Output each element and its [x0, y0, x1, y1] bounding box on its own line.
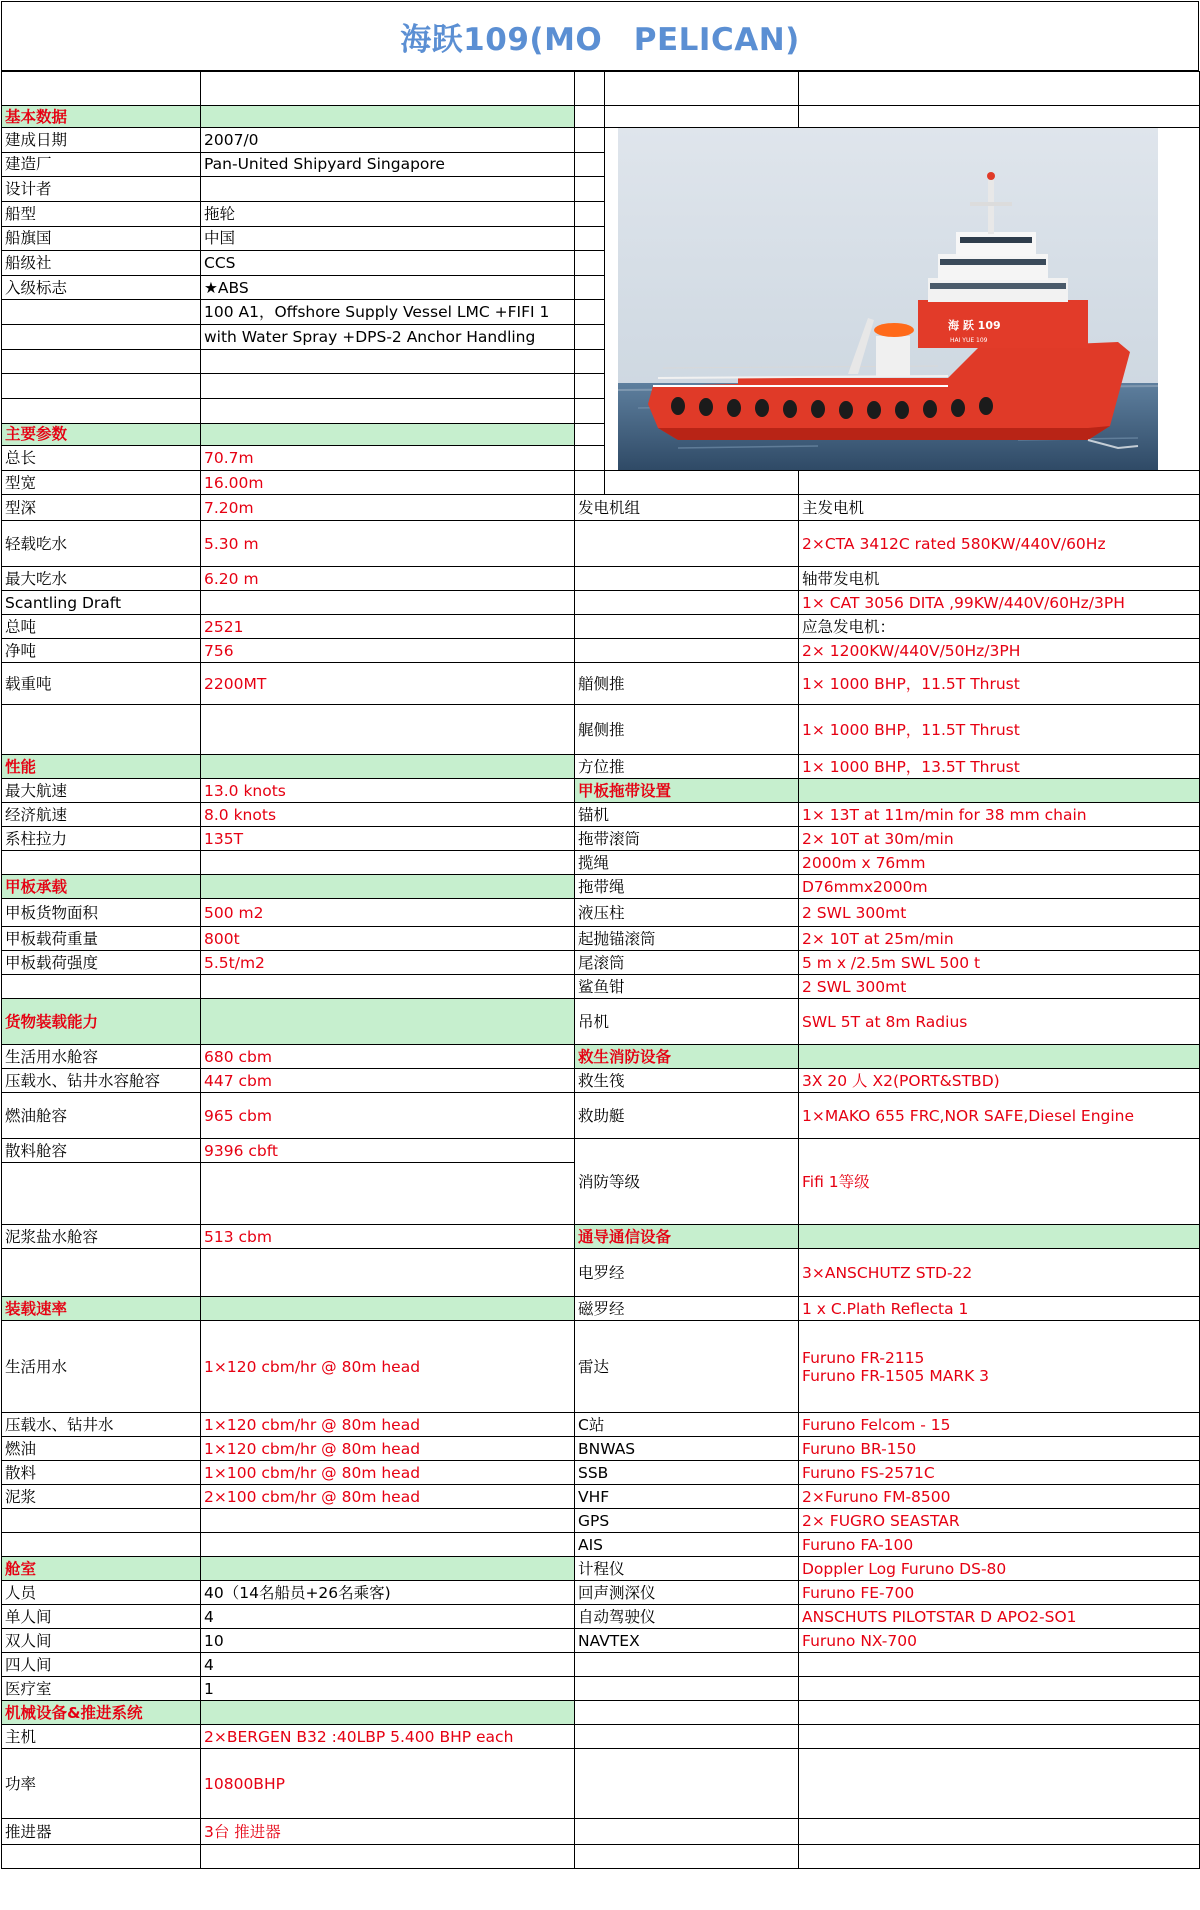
bulk-capacity-value: 9396 cbft [201, 1139, 575, 1163]
main-engine-value: 2×BERGEN B32 :40LBP 5.400 BHP each [201, 1725, 575, 1749]
bulk-rate-value: 1×100 cbm/hr @ 80m head [201, 1461, 575, 1485]
deck-load-label: 甲板载荷重量 [2, 927, 201, 951]
loa-label: 总长 [2, 446, 201, 471]
mud-capacity-value: 513 cbm [201, 1225, 575, 1249]
stern-roller-label: 尾滚筒 [575, 951, 799, 975]
liferaft-value: 3X 20 人 X2(PORT&STBD) [799, 1069, 1200, 1093]
crew-value: 40（14名船员+26名乘客) [201, 1581, 575, 1605]
section-header-cabin: 舱室 [2, 1557, 201, 1581]
ship-photo [618, 128, 1158, 470]
fresh-water-capacity-label: 生活用水舱容 [2, 1045, 201, 1069]
autopilot-value: ANSCHUTS PILOTSTAR D APO2-SO1 [799, 1605, 1200, 1629]
towing-pins-value: 2 SWL 300mt [799, 899, 1200, 927]
ssb-label: SSB [575, 1461, 799, 1485]
gt-label: 总吨 [2, 615, 201, 639]
fw-rate-value: 1×120 cbm/hr @ 80m head [201, 1321, 575, 1413]
shark-jaw-label: 鲨鱼钳 [575, 975, 799, 999]
section-header-basic: 基本数据 [2, 106, 201, 128]
breadth-label: 型宽 [2, 471, 201, 495]
crane-value: SWL 5T at 8m Radius [799, 999, 1200, 1045]
notation-line-2: 100 A1，Offshore Supply Vessel LMC +FIFI 1 [201, 300, 575, 325]
magnetic-compass-value: 1 x C.Plath Reflecta 1 [799, 1297, 1200, 1321]
bulk-rate-label: 散料 [2, 1461, 201, 1485]
towline-value: D76mmx2000m [799, 875, 1200, 899]
deck-strength-value: 5.5t/m2 [201, 951, 575, 975]
ballast-capacity-label: 压载水、钻井水容舱容 [2, 1069, 201, 1093]
class-value: CCS [201, 251, 575, 276]
stern-roller-value: 5 m x /2.5m SWL 500 t [799, 951, 1200, 975]
class-label: 船级社 [2, 251, 201, 276]
towing-drum-value: 2× 10T at 30m/min [799, 827, 1200, 851]
max-draft-label: 最大吃水 [2, 567, 201, 591]
propulsor-value: 3台 推进器 [201, 1819, 575, 1845]
section-header-safety: 救生消防设备 [575, 1045, 799, 1069]
deck-area-value: 500 m2 [201, 899, 575, 927]
loa-value: 70.7m [201, 446, 575, 471]
main-generator-value: 2×CTA 3412C rated 580KW/440V/60Hz [799, 521, 1200, 567]
liferaft-label: 救生筏 [575, 1069, 799, 1093]
fw-rate-label: 生活用水 [2, 1321, 201, 1413]
ais-label: AIS [575, 1533, 799, 1557]
max-draft-value: 6.20 m [201, 567, 575, 591]
speed-log-label: 计程仪 [575, 1557, 799, 1581]
notation-line-3: with Water Spray +DPS-2 Anchor Handling [201, 325, 575, 350]
ssb-value: Furuno FS-2571C [799, 1461, 1200, 1485]
fifi-class-label: 消防等级 [575, 1139, 799, 1225]
vhf-value: 2×Furuno FM-8500 [799, 1485, 1200, 1509]
towing-pins-label: 液压柱 [575, 899, 799, 927]
bulk-capacity-label: 散料舱容 [2, 1139, 201, 1163]
section-header-main: 主要参数 [2, 423, 201, 446]
shaft-generator-label: 轴带发电机 [799, 567, 1200, 591]
hawser-label: 揽绳 [575, 851, 799, 875]
gps-value: 2× FUGRO SEASTAR [799, 1509, 1200, 1533]
flag-label: 船旗国 [2, 226, 201, 251]
radar-value [799, 1321, 1200, 1413]
section-header-deck: 甲板承载 [2, 875, 201, 899]
mud-rate-value: 2×100 cbm/hr @ 80m head [201, 1485, 575, 1509]
section-header-navigation: 通导通信设备 [575, 1225, 799, 1249]
dwt-label: 载重吨 [2, 663, 201, 705]
light-draft-label: 轻载吃水 [2, 521, 201, 567]
stern-thruster-label: 艉侧推 [575, 705, 799, 755]
c-station-label: C站 [575, 1413, 799, 1437]
medical-room-label: 医疗室 [2, 1677, 201, 1701]
fuel-rate-label: 燃油 [2, 1437, 201, 1461]
bow-thruster-label: 艏侧推 [575, 663, 799, 705]
deck-load-value: 800t [201, 927, 575, 951]
bnwas-label: BNWAS [575, 1437, 799, 1461]
navtex-label: NAVTEX [575, 1629, 799, 1653]
dwt-value: 2200MT [201, 663, 575, 705]
flag-value: 中国 [201, 226, 575, 251]
scantling-draft-label: Scantling Draft [2, 591, 201, 615]
ballast-rate-label: 压载水、钻井水 [2, 1413, 201, 1437]
section-header-towing: 甲板拖带设置 [575, 779, 799, 803]
build-date-value: 2007/0 [201, 128, 575, 153]
notation-label: 入级标志 [2, 275, 201, 300]
windlass-label: 锚机 [575, 803, 799, 827]
builder-label: 建造厂 [2, 152, 201, 177]
generator-label: 发电机组 [575, 495, 799, 521]
main-generator-label: 主发电机 [799, 495, 1200, 521]
mud-capacity-label: 泥浆盐水舱容 [2, 1225, 201, 1249]
depth-value: 7.20m [201, 495, 575, 521]
section-header-performance: 性能 [2, 755, 201, 779]
ship-type-label: 船型 [2, 201, 201, 226]
main-engine-label: 主机 [2, 1725, 201, 1749]
power-value: 10800BHP [201, 1749, 575, 1819]
stern-thruster-value: 1× 1000 BHP，11.5T Thrust [799, 705, 1200, 755]
shark-jaw-value: 2 SWL 300mt [799, 975, 1200, 999]
echo-sounder-label: 回声测深仪 [575, 1581, 799, 1605]
emergency-generator-value: 2× 1200KW/440V/50Hz/3PH [799, 639, 1200, 663]
bnwas-value: Furuno BR-150 [799, 1437, 1200, 1461]
spec-table [1, 71, 1200, 1869]
ballast-capacity-value: 447 cbm [201, 1069, 575, 1093]
deck-strength-label: 甲板载荷强度 [2, 951, 201, 975]
anchor-drum-value: 2× 10T at 25m/min [799, 927, 1200, 951]
rescue-boat-label: 救助艇 [575, 1093, 799, 1139]
echo-sounder-value: Furuno FE-700 [799, 1581, 1200, 1605]
anchor-drum-label: 起抛锚滚筒 [575, 927, 799, 951]
breadth-value: 16.00m [201, 471, 575, 495]
autopilot-label: 自动驾驶仪 [575, 1605, 799, 1629]
page-title: 海跃109(MO PELICAN) [1, 1, 1199, 71]
propulsor-label: 推进器 [2, 1819, 201, 1845]
azimuth-thruster-label: 方位推 [575, 755, 799, 779]
gyro-value: 3×ANSCHUTZ STD-22 [799, 1249, 1200, 1297]
radar-1: Furuno FR-2115 [802, 1348, 925, 1367]
deck-area-label: 甲板货物面积 [2, 899, 201, 927]
section-header-loading-rate: 装载速率 [2, 1297, 201, 1321]
bow-thruster-value: 1× 1000 BHP，11.5T Thrust [799, 663, 1200, 705]
magnetic-compass-label: 磁罗经 [575, 1297, 799, 1321]
azimuth-thruster-value: 1× 1000 BHP，13.5T Thrust [799, 755, 1200, 779]
ship-type-value: 拖轮 [201, 201, 575, 226]
fuel-capacity-label: 燃油舱容 [2, 1093, 201, 1139]
ballast-rate-value: 1×120 cbm/hr @ 80m head [201, 1413, 575, 1437]
bollard-pull-value: 135T [201, 827, 575, 851]
ais-value: Furuno FA-100 [799, 1533, 1200, 1557]
crew-label: 人员 [2, 1581, 201, 1605]
gyro-label: 电罗经 [575, 1249, 799, 1297]
max-speed-value: 13.0 knots [201, 779, 575, 803]
max-speed-label: 最大航速 [2, 779, 201, 803]
hawser-value: 2000m x 76mm [799, 851, 1200, 875]
notation-line-1: ★ABS [201, 275, 575, 300]
bollard-pull-label: 系柱拉力 [2, 827, 201, 851]
mud-rate-label: 泥浆 [2, 1485, 201, 1509]
build-date-label: 建成日期 [2, 128, 201, 153]
double-cabin-value: 10 [201, 1629, 575, 1653]
gt-value: 2521 [201, 615, 575, 639]
designer-label: 设计者 [2, 177, 201, 202]
builder-value: Pan-United Shipyard Singapore [201, 152, 575, 177]
medical-room-value: 1 [201, 1677, 575, 1701]
emergency-generator-label: 应急发电机： [799, 615, 1200, 639]
nt-value: 756 [201, 639, 575, 663]
light-draft-value: 5.30 m [201, 521, 575, 567]
crane-label: 吊机 [575, 999, 799, 1045]
windlass-value: 1× 13T at 11m/min for 38 mm chain [799, 803, 1200, 827]
speed-log-value: Doppler Log Furuno DS-80 [799, 1557, 1200, 1581]
fuel-capacity-value: 965 cbm [201, 1093, 575, 1139]
fuel-rate-value: 1×120 cbm/hr @ 80m head [201, 1437, 575, 1461]
rescue-boat-value: 1×MAKO 655 FRC,NOR SAFE,Diesel Engine [799, 1093, 1200, 1139]
fresh-water-capacity-value: 680 cbm [201, 1045, 575, 1069]
eco-speed-label: 经济航速 [2, 803, 201, 827]
section-header-cargo: 货物装载能力 [2, 999, 201, 1045]
power-label: 功率 [2, 1749, 201, 1819]
radar-label: 雷达 [575, 1321, 799, 1413]
shaft-generator-value: 1× CAT 3056 DITA ,99KW/440V/60Hz/3PH [799, 591, 1200, 615]
towing-drum-label: 拖带滚筒 [575, 827, 799, 851]
towline-label: 拖带绳 [575, 875, 799, 899]
navtex-value: Furuno NX-700 [799, 1629, 1200, 1653]
quad-cabin-label: 四人间 [2, 1653, 201, 1677]
vhf-label: VHF [575, 1485, 799, 1509]
ship-photo-cell [605, 128, 1200, 471]
hull-name: 海 跃 109 [948, 319, 1001, 332]
fifi-class-value: Fifi 1等级 [799, 1139, 1200, 1225]
nt-label: 净吨 [2, 639, 201, 663]
gps-label: GPS [575, 1509, 799, 1533]
quad-cabin-value: 4 [201, 1653, 575, 1677]
depth-label: 型深 [2, 495, 201, 521]
single-cabin-label: 单人间 [2, 1605, 201, 1629]
eco-speed-value: 8.0 knots [201, 803, 575, 827]
section-header-machinery: 机械设备&推进系统 [2, 1701, 201, 1725]
hull-name-en: HAI YUE 109 [950, 337, 988, 344]
c-station-value: Furuno Felcom - 15 [799, 1413, 1200, 1437]
radar-2: Furuno FR-1505 MARK 3 [802, 1366, 990, 1385]
single-cabin-value: 4 [201, 1605, 575, 1629]
double-cabin-label: 双人间 [2, 1629, 201, 1653]
